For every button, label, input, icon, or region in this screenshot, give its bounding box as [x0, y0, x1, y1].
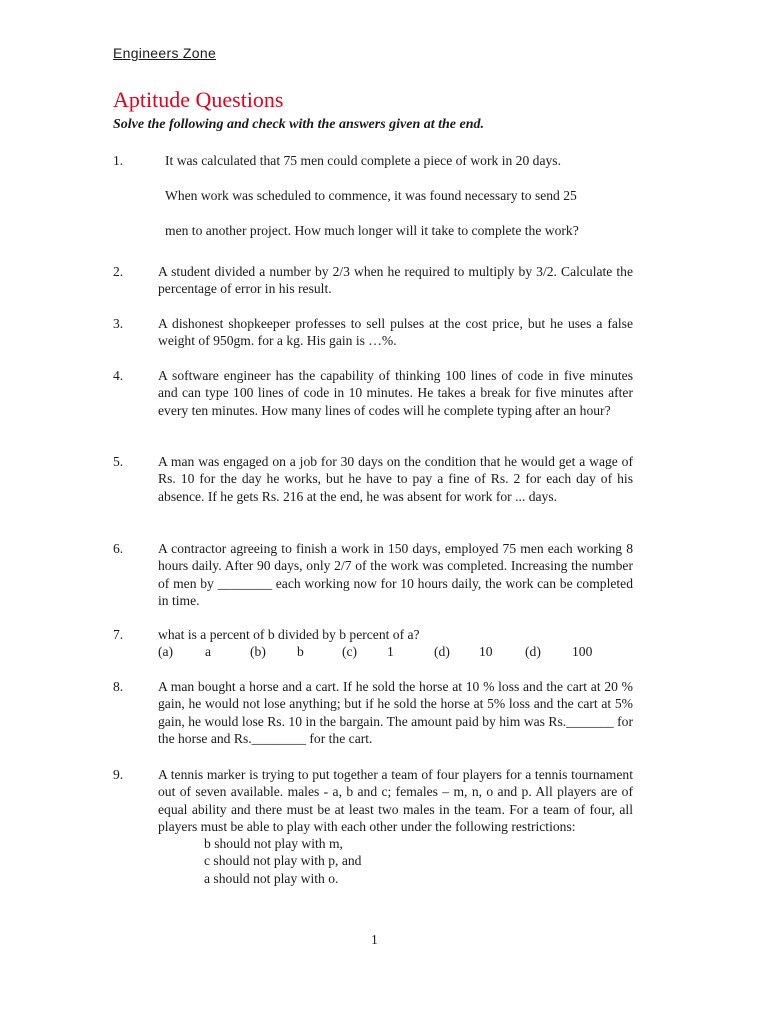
page-title: Aptitude Questions — [113, 87, 284, 112]
question-4 — [113, 367, 633, 419]
page-number: 1 — [371, 932, 378, 947]
question-text: A dishonest shopkeeper professes to sell pulses at the cost price, but he uses a false weight of 950gm. for a kg. His gain is …%. — [158, 316, 633, 349]
option-value: a — [205, 644, 212, 660]
restriction-item: b should not play with m, — [204, 836, 343, 852]
question-2 — [113, 263, 633, 298]
question-line: When work was scheduled to commence, it was found necessary to send 25 — [165, 187, 577, 203]
option-value: 1 — [387, 644, 394, 660]
option-label: (c) — [342, 644, 358, 660]
question-number: 6. — [113, 541, 124, 556]
question-number: 9. — [113, 767, 124, 782]
question-5 — [113, 453, 633, 505]
restriction-list — [158, 835, 633, 887]
question-line: It was calculated that 75 men could complete a piece of work in 20 days. — [165, 153, 561, 168]
option-value: b — [297, 644, 304, 660]
question-text: A student divided a number by 2/3 when he required to multiply by 3/2. Calculate the percentage of error in his result. — [158, 264, 633, 297]
question-number: 8. — [113, 679, 124, 694]
question-text: A tennis marker is trying to put together a team of four players for a tennis tournament out of seven available. males - a, b and c; females – m, n, o and p. All players are of equal ability and there must be at least two males in the team. For a team of four, all players must be able to play with each other under the following restrictions: — [158, 767, 633, 834]
question-9 — [113, 766, 633, 887]
restriction-item: a should not play with o. — [204, 870, 339, 886]
question-7 — [113, 626, 633, 661]
option-value: 100 — [572, 644, 593, 660]
question-number: 2. — [113, 264, 124, 279]
question-number: 7. — [113, 627, 124, 642]
question-text: A man was engaged on a job for 30 days on the condition that he would get a wage of Rs. 10 for the day he works, but he have to pay a fine of Rs. 2 for each day of his absence. If he gets Rs. 216 at the end, he was absent for work for ... days. — [158, 454, 633, 504]
question-8 — [113, 678, 633, 747]
question-3 — [113, 315, 633, 350]
question-text: A contractor agreeing to finish a work in 150 days, employed 75 men each working 8 hours daily. After 90 days, only 2/7 of the work was completed. Increasing the number of men by ________ each working now for 10 hours daily, the work can be completed in time. — [158, 541, 633, 608]
document-header: Engineers Zone — [113, 45, 217, 61]
page-subtitle: Solve the following and check with the answers given at the end. — [113, 117, 485, 132]
question-number: 1. — [113, 153, 124, 168]
question-6 — [113, 540, 633, 609]
option-value: 10 — [479, 644, 493, 660]
option-label: (b) — [250, 644, 266, 660]
question-text: A man bought a horse and a cart. If he sold the horse at 10 % loss and the cart at 20 % gain, he would not lose anything; but if he sold the horse at 5% loss and the cart at 5% gain, he would lose Rs. 10 in the bargain. The amount paid by him was Rs._______ for the horse and Rs.________ for the cart. — [158, 679, 633, 746]
restriction-item: c should not play with p, and — [204, 853, 362, 869]
question-number: 3. — [113, 316, 124, 331]
question-text: A software engineer has the capability of thinking 100 lines of code in five minutes and can type 100 lines of code in 10 minutes. He takes a break for five minutes after every ten minutes. How many lines of codes will he complete typing after an hour? — [158, 368, 633, 418]
question-number: 5. — [113, 454, 124, 469]
question-line: men to another project. How much longer will it take to complete the work? — [165, 222, 579, 238]
question-1 — [113, 152, 633, 256]
option-label: (d) — [434, 644, 450, 660]
answer-options — [113, 643, 633, 660]
option-label: (a) — [158, 644, 174, 660]
question-number: 4. — [113, 368, 124, 383]
option-label: (d) — [525, 644, 541, 660]
question-text: what is a percent of b divided by b percent of a? — [158, 627, 420, 642]
